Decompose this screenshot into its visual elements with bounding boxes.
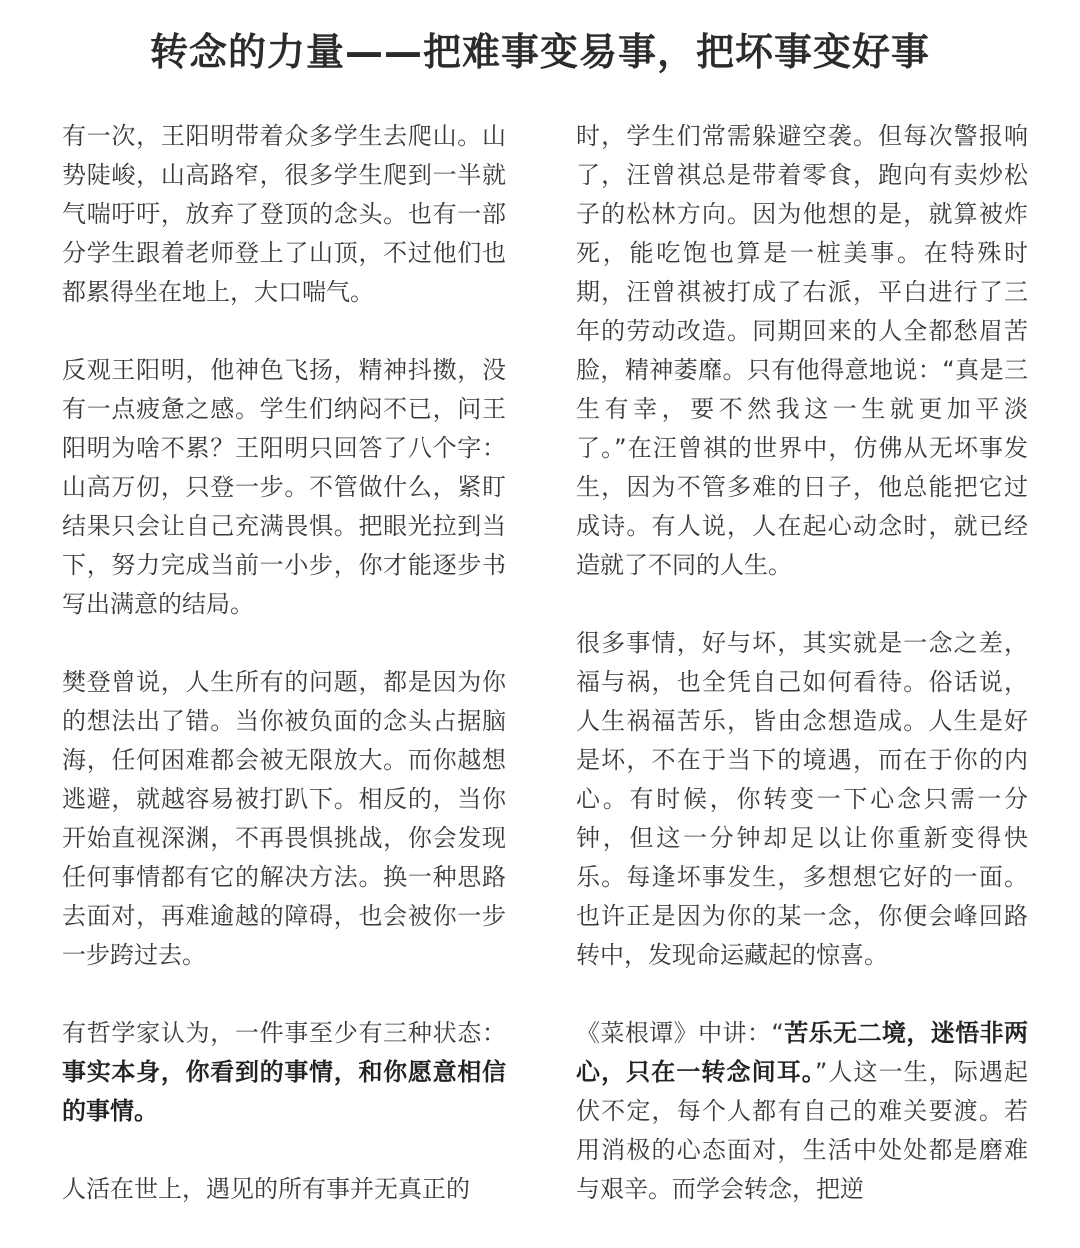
paragraph-text: 有哲学家认为，一件事至少有三种状态：	[62, 1019, 506, 1047]
bold-quote: 苦乐无二境，迷悟非两心，只在一转念间耳。	[576, 1019, 1028, 1086]
paragraph: 人活在世上，遇见的所有事并无真正的	[62, 1175, 470, 1203]
right-column	[576, 117, 1028, 1248]
paragraph	[62, 1014, 506, 1131]
paragraph-text: 《菜根谭》中讲：“	[576, 1019, 784, 1047]
paragraph: 反观王阳明，他神色飞扬，精神抖擞，没有一点疲惫之感。学生们纳闷不已，问王阳明为啥不累？王阳明只回答了八个字：山高万仞，只登一步。不管做什么，紧盯结果只会让自己充满畏惧。把眼光拉到当下，努力完成当前一小步，你才能逐步书写出满意的结局。	[62, 356, 506, 618]
article-title: 转念的力量——把难事变易事，把坏事变好事	[149, 30, 930, 74]
paragraph: 很多事情，好与坏，其实就是一念之差，福与祸，也全凭自己如何看待。俗话说，人生祸福苦乐，皆由念想造成。人生是好是坏，不在于当下的境遇，而在于你的内心。有时候，你转变一下心念只需一分钟，但这一分钟却足以让你重新变得快乐。每逢坏事发生，多想想它好的一面。也许正是因为你的某一念，你便会峰回路转中，发现命运藏起的惊喜。	[576, 629, 1028, 969]
left-column	[62, 117, 506, 1248]
paragraph-text: ”人这一生，际遇起伏不定，每个人都有自己的难关要渡。若用消极的心态面对，生活中处处都是磨难与艰辛。而学会转念，把逆	[576, 1058, 1029, 1203]
bold-quote: 事实本身，你看到的事情，和你愿意相信的事情。	[62, 1058, 506, 1125]
paragraph	[576, 1014, 1028, 1209]
paragraph: 樊登曾说，人生所有的问题，都是因为你的想法出了错。当你被负面的念头占据脑海，任何困难都会被无限放大。而你越想逃避，就越容易被打趴下。相反的，当你开始直视深渊，不再畏惧挑战，你会发现任何事情都有它的解决方法。换一种思路去面对，再难逾越的障碍，也会被你一步一步跨过去。	[62, 668, 506, 969]
paragraph: 时，学生们常需躲避空袭。但每次警报响了，汪曾祺总是带着零食，跑向有卖炒松子的松林方向。因为他想的是，就算被炸死，能吃饱也算是一桩美事。在特殊时期，汪曾祺被打成了右派，平白进行了三年的劳动改造。同期回来的人全都愁眉苦脸，精神萎靡。只有他得意地说：“真是三生有幸，要不然我这一生就更加平淡了。”在汪曾祺的世界中，仿佛从无坏事发生，因为不管多难的日子，他总能把它过成诗。有人说，人在起心动念时，就已经造就了不同的人生。	[576, 122, 1028, 579]
paragraph: 有一次，王阳明带着众多学生去爬山。山势陡峻，山高路窄，很多学生爬到一半就气喘吁吁，放弃了登顶的念头。也有一部分学生跟着老师登上了山顶，不过他们也都累得坐在地上，大口喘气。	[62, 122, 506, 306]
